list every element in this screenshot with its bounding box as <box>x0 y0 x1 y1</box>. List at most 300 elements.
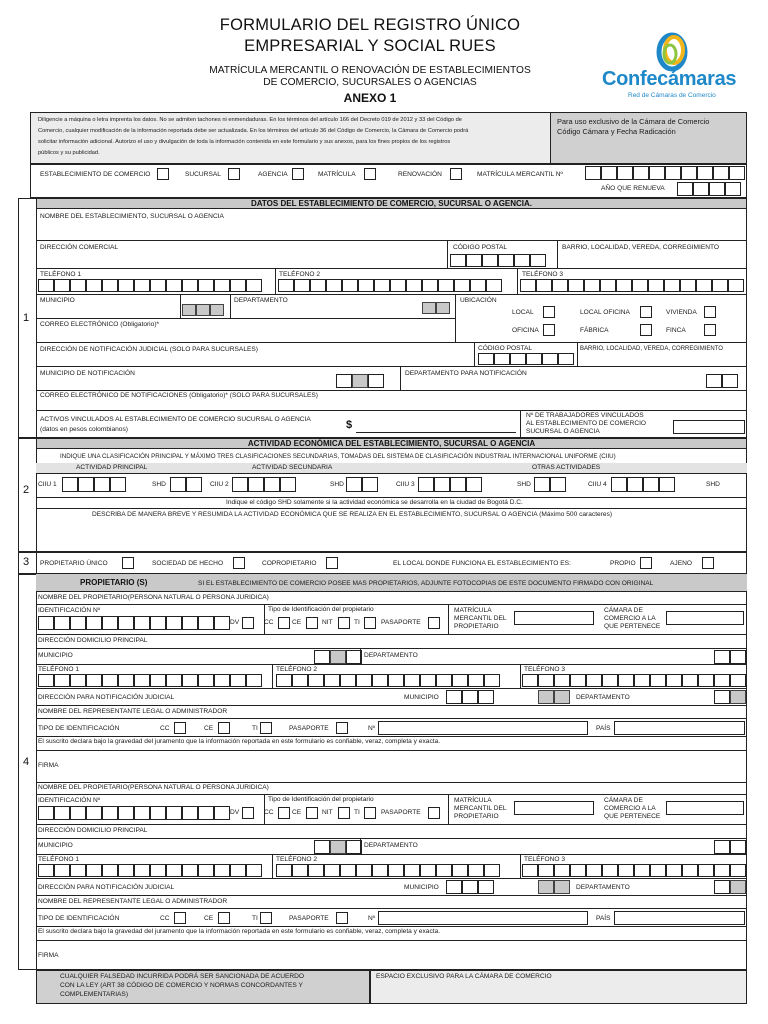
renewal-year-box[interactable] <box>693 182 709 196</box>
s4-id-digit[interactable] <box>70 616 86 630</box>
s4-tel1-digit[interactable] <box>166 674 182 687</box>
s4-pais-input[interactable] <box>614 721 745 735</box>
s4-tel2-label: TELÉFONO 2 <box>276 856 318 863</box>
s4-rep-cc-checkbox[interactable] <box>174 722 186 734</box>
s4-tel1-digit[interactable] <box>182 864 198 877</box>
s4-rep-pasaporte-checkbox[interactable] <box>336 722 348 734</box>
s1-tel1-digit[interactable] <box>70 279 86 292</box>
s4-tel1-digit[interactable] <box>198 674 214 687</box>
s4-dv-checkbox[interactable] <box>242 617 254 629</box>
s1-postal-digit[interactable] <box>466 254 482 267</box>
s2-ciiu-digit[interactable] <box>611 477 627 492</box>
s1-tel3-digit[interactable] <box>648 279 664 292</box>
s1-tel1-digit[interactable] <box>86 279 102 292</box>
s4-id-digit[interactable] <box>102 616 118 630</box>
s4-camara-input[interactable] <box>666 801 744 815</box>
s4-tel2-digit[interactable] <box>372 864 388 877</box>
s1-dep-notif-code[interactable] <box>722 374 738 388</box>
s4-tel1-digit[interactable] <box>182 674 198 687</box>
s4-tel3-digit[interactable] <box>634 674 650 687</box>
s1-tel3-digit[interactable] <box>536 279 552 292</box>
s4-ti-checkbox[interactable] <box>364 617 376 629</box>
s4-tel3-digit[interactable] <box>634 864 650 877</box>
s2-ciiu-digit[interactable] <box>450 477 466 492</box>
s3-unico-checkbox[interactable] <box>122 557 134 569</box>
s4-tel3-digit[interactable] <box>698 864 714 877</box>
s4-tel2-digit[interactable] <box>452 864 468 877</box>
s4-dep-code[interactable] <box>714 840 730 854</box>
type-agencia-checkbox[interactable] <box>292 168 304 180</box>
s4-tel2-digit[interactable] <box>388 674 404 687</box>
s4-tel2-digit[interactable] <box>404 674 420 687</box>
s4-matricula-input[interactable] <box>514 801 594 815</box>
s1-tel2-digit[interactable] <box>422 279 438 292</box>
s1-tel1-digit[interactable] <box>102 279 118 292</box>
s4-tel2-digit[interactable] <box>340 864 356 877</box>
s4-rep-cc-checkbox[interactable] <box>174 912 186 924</box>
s1-postal2-digit[interactable] <box>494 353 510 365</box>
s4-tel2-digit[interactable] <box>324 864 340 877</box>
s2-principal-label: ACTIVIDAD PRINCIPAL <box>76 464 148 471</box>
s4-mun2-code[interactable] <box>462 690 478 704</box>
s1-local-checkbox[interactable] <box>543 306 555 318</box>
s4-dv-checkbox[interactable] <box>242 807 254 819</box>
s4-tel3-digit[interactable] <box>538 674 554 687</box>
s1-tel1-digit[interactable] <box>214 279 230 292</box>
s1-dep-notif-code[interactable] <box>706 374 722 388</box>
s1-postal2-digit[interactable] <box>510 353 526 365</box>
s1-tel3-digit[interactable] <box>680 279 696 292</box>
s4-id-digit[interactable] <box>214 616 230 630</box>
s4-municipio2-label: MUNICIPIO <box>404 694 439 701</box>
s4-cc-checkbox[interactable] <box>278 807 290 819</box>
s4-tel2-digit[interactable] <box>308 864 324 877</box>
s1-dep-code-box[interactable] <box>436 302 450 314</box>
s4-rep-ce-checkbox[interactable] <box>218 722 230 734</box>
s1-tel2-digit[interactable] <box>374 279 390 292</box>
s4-tel2-digit[interactable] <box>388 864 404 877</box>
s4-tel3-digit[interactable] <box>522 674 538 687</box>
s4-id-digit[interactable] <box>134 616 150 630</box>
s4-id-digit[interactable] <box>134 806 150 820</box>
renewal-year-box[interactable] <box>725 182 741 196</box>
matricula-digit-box[interactable] <box>697 166 713 180</box>
s1-tel3-digit[interactable] <box>616 279 632 292</box>
s1-tel1-digit[interactable] <box>54 279 70 292</box>
s4-tel3-digit[interactable] <box>618 864 634 877</box>
s4-tel3-digit[interactable] <box>602 864 618 877</box>
s4-ti-checkbox[interactable] <box>364 807 376 819</box>
matricula-digit-box[interactable] <box>617 166 633 180</box>
s4-mun2-code[interactable] <box>538 880 554 894</box>
s4-tel2-digit[interactable] <box>276 674 292 687</box>
type-renovacion-checkbox[interactable] <box>450 168 462 180</box>
confecamaras-logo <box>598 26 758 106</box>
s2-shd-digit[interactable] <box>346 477 362 492</box>
s4-id-digit[interactable] <box>38 616 54 630</box>
s4-id-digit[interactable] <box>182 806 198 820</box>
s4-id-digit[interactable] <box>86 616 102 630</box>
s4-tel2-digit[interactable] <box>452 674 468 687</box>
s4-tel2-digit[interactable] <box>436 864 452 877</box>
s4-rep-no-input[interactable] <box>378 911 588 925</box>
s4-ce-checkbox[interactable] <box>306 617 318 629</box>
s4-tel3-digit[interactable] <box>666 674 682 687</box>
s4-tel2-digit[interactable] <box>308 674 324 687</box>
s4-tel3-digit[interactable] <box>570 674 586 687</box>
s4-tel2-digit[interactable] <box>468 864 484 877</box>
section4-number: 4 <box>23 756 30 768</box>
s1-postal-digit[interactable] <box>514 254 530 267</box>
s4-id-digit[interactable] <box>182 616 198 630</box>
s4-id-digit[interactable] <box>118 616 134 630</box>
s4-tel1-digit[interactable] <box>38 674 54 687</box>
s4-tel1-digit[interactable] <box>230 674 246 687</box>
s1-tel2-digit[interactable] <box>278 279 294 292</box>
s2-ciiu-digit[interactable] <box>466 477 482 492</box>
s4-id-digit[interactable] <box>86 806 102 820</box>
s1-tel1-digit[interactable] <box>134 279 150 292</box>
s1-fabrica-checkbox[interactable] <box>640 324 652 336</box>
matricula-digit-box[interactable] <box>633 166 649 180</box>
s4-tel1-digit[interactable] <box>214 864 230 877</box>
s2-ciiu-digit[interactable] <box>434 477 450 492</box>
s4-tel2-digit[interactable] <box>372 674 388 687</box>
s1-mun-notif-code[interactable] <box>336 374 352 388</box>
s1-oficina-checkbox[interactable] <box>543 324 555 336</box>
s2-shd-digit[interactable] <box>550 477 566 492</box>
s1-tel3-digit[interactable] <box>600 279 616 292</box>
s1-tel3-digit[interactable] <box>664 279 680 292</box>
s1-tel2-digit[interactable] <box>406 279 422 292</box>
s4-tel3-digit[interactable] <box>522 864 538 877</box>
s3-sociedad-label: SOCIEDAD DE HECHO <box>152 560 224 567</box>
s4-pasaporte-checkbox[interactable] <box>428 807 440 819</box>
s4-ce-checkbox[interactable] <box>306 807 318 819</box>
s1-mun-notif-code[interactable] <box>352 374 368 388</box>
s1-postal-digit[interactable] <box>482 254 498 267</box>
s4-tel1-digit[interactable] <box>118 864 134 877</box>
s4-tel2-digit[interactable] <box>436 674 452 687</box>
s4-id-digit[interactable] <box>70 806 86 820</box>
s1-local-oficina-checkbox[interactable] <box>640 306 652 318</box>
s3-copropietario-checkbox[interactable] <box>326 557 338 569</box>
s4-id-digit[interactable] <box>166 806 182 820</box>
matricula-digit-box[interactable] <box>601 166 617 180</box>
s2-ciiu-digit[interactable] <box>627 477 643 492</box>
s4-tel2-digit[interactable] <box>484 864 500 877</box>
s4-tel3-digit[interactable] <box>650 674 666 687</box>
s4-mun-code[interactable] <box>330 650 346 664</box>
s4-tel2-digit[interactable] <box>276 864 292 877</box>
s1-tel1-digit[interactable] <box>150 279 166 292</box>
s2-ciiu-digit[interactable] <box>94 477 110 492</box>
s4-tel1-digit[interactable] <box>150 864 166 877</box>
s4-tel1-digit[interactable] <box>246 864 262 877</box>
s1-mun-code-box[interactable] <box>182 304 196 316</box>
s1-finca-checkbox[interactable] <box>704 324 716 336</box>
s4-tel3-digit[interactable] <box>714 864 730 877</box>
s2-ciiu-digit[interactable] <box>418 477 434 492</box>
type-establecimiento-checkbox[interactable] <box>157 168 169 180</box>
s4-tel2-digit[interactable] <box>420 674 436 687</box>
s4-tel1-digit[interactable] <box>166 864 182 877</box>
s4-id-digit[interactable] <box>214 806 230 820</box>
s4-id-digit[interactable] <box>198 616 214 630</box>
s4-nit-checkbox[interactable] <box>338 807 350 819</box>
s4-tel3-digit[interactable] <box>618 674 634 687</box>
s1-tel3-digit[interactable] <box>712 279 728 292</box>
s3-propio-checkbox[interactable] <box>640 557 652 569</box>
s4-tel2-digit[interactable] <box>292 674 308 687</box>
s4-id-digit[interactable] <box>150 616 166 630</box>
s4-tel2-digit[interactable] <box>292 864 308 877</box>
s2-ciiu-digit[interactable] <box>280 477 296 492</box>
s4-tel2-digit[interactable] <box>340 674 356 687</box>
s2-ciiu-digit[interactable] <box>78 477 94 492</box>
s1-tel2-digit[interactable] <box>390 279 406 292</box>
s4-tel1-digit[interactable] <box>86 674 102 687</box>
s2-shd-digit[interactable] <box>170 477 186 492</box>
s1-postal2-digit[interactable] <box>558 353 574 365</box>
s4-id-digit[interactable] <box>54 806 70 820</box>
s4-nit-label: NIT <box>322 809 333 816</box>
matricula-digit-box[interactable] <box>729 166 745 180</box>
s4-tel1-digit[interactable] <box>102 864 118 877</box>
s3-ajeno-checkbox[interactable] <box>702 557 714 569</box>
s1-tel2-digit[interactable] <box>310 279 326 292</box>
s2-shd-digit[interactable] <box>186 477 202 492</box>
s1-tel3-digit[interactable] <box>520 279 536 292</box>
s4-firma-area[interactable] <box>70 940 746 960</box>
s4-mun-code[interactable] <box>314 650 330 664</box>
s4-tel1-digit[interactable] <box>230 864 246 877</box>
s4-tel3-digit[interactable] <box>666 864 682 877</box>
s4-mun2-code[interactable] <box>446 690 462 704</box>
s4-tel2-digit[interactable] <box>468 674 484 687</box>
s1-mun-code-box[interactable] <box>210 304 224 316</box>
s4-dep-code[interactable] <box>730 650 746 664</box>
exclusive-use-label: Para uso exclusivo de la Cámara de Comercio <box>557 117 710 126</box>
s1-postal2-digit[interactable] <box>526 353 542 365</box>
s4-nit-label: NIT <box>322 619 333 626</box>
s2-ciiu-label: CIIU 3 <box>396 481 415 488</box>
s4-tel1-digit[interactable] <box>214 674 230 687</box>
s4-tel1-digit[interactable] <box>54 864 70 877</box>
s1-postal2-digit[interactable] <box>542 353 558 365</box>
s1-tel2-digit[interactable] <box>438 279 454 292</box>
s4-tel3-digit[interactable] <box>570 864 586 877</box>
s1-tel1-digit[interactable] <box>182 279 198 292</box>
s4-tel1-digit[interactable] <box>70 674 86 687</box>
matricula-digit-box[interactable] <box>681 166 697 180</box>
s4-mun2-code[interactable] <box>554 880 570 894</box>
type-matricula-checkbox[interactable] <box>364 168 376 180</box>
renewal-year-box[interactable] <box>677 182 693 196</box>
s1-departamento-label: DEPARTAMENTO <box>234 297 288 304</box>
s4-tel1-digit[interactable] <box>118 674 134 687</box>
s4-id-digit[interactable] <box>198 806 214 820</box>
s1-tel1-digit[interactable] <box>118 279 134 292</box>
s1-tel1-digit[interactable] <box>246 279 262 292</box>
s4-rep-no-input[interactable] <box>378 721 588 735</box>
s2-ciiu-digit[interactable] <box>62 477 78 492</box>
s4-mun-code[interactable] <box>330 840 346 854</box>
s4-tel1-digit[interactable] <box>134 864 150 877</box>
s4-identificacion-label: IDENTIFICACIÓN Nº <box>38 607 101 614</box>
s4-nit-checkbox[interactable] <box>338 617 350 629</box>
s1-tel2-digit[interactable] <box>486 279 502 292</box>
s4-tel2-digit[interactable] <box>420 864 436 877</box>
s4-tel3-digit[interactable] <box>650 864 666 877</box>
s4-tel3-digit[interactable] <box>554 864 570 877</box>
s4-dep-code[interactable] <box>714 650 730 664</box>
s4-tel3-digit[interactable] <box>730 674 746 687</box>
s2-ciiu-digit[interactable] <box>232 477 248 492</box>
s1-tel2-digit[interactable] <box>358 279 374 292</box>
s4-departamento2-label: DEPARTAMENTO <box>576 694 630 701</box>
s1-postal-digit[interactable] <box>530 254 546 267</box>
s4-mun2-code[interactable] <box>478 880 494 894</box>
s4-id-digit[interactable] <box>166 616 182 630</box>
s4-tipo-id-label: Tipo de Identificación del propietario <box>268 796 374 803</box>
s4-tel2-digit[interactable] <box>324 674 340 687</box>
s4-rep-ti-checkbox[interactable] <box>260 722 272 734</box>
s1-vivienda-checkbox[interactable] <box>704 306 716 318</box>
s1-tel3-digit[interactable] <box>696 279 712 292</box>
s1-tel2-digit[interactable] <box>326 279 342 292</box>
s4-tel1-digit[interactable] <box>70 864 86 877</box>
s4-tel1-digit[interactable] <box>246 674 262 687</box>
s1-postal-digit[interactable] <box>498 254 514 267</box>
s4-tel3-digit[interactable] <box>586 864 602 877</box>
s4-tel1-digit[interactable] <box>54 674 70 687</box>
s4-dep-code[interactable] <box>730 840 746 854</box>
form-title-line2: EMPRESARIAL Y SOCIAL RUES <box>244 37 496 55</box>
s4-id-digit[interactable] <box>150 806 166 820</box>
s4-mun-code[interactable] <box>314 840 330 854</box>
s4-id-digit[interactable] <box>118 806 134 820</box>
s4-cc-checkbox[interactable] <box>278 617 290 629</box>
s4-matricula-label2: MERCANTIL DEL <box>454 615 507 622</box>
s4-mun2-code[interactable] <box>478 690 494 704</box>
s4-mun2-code[interactable] <box>462 880 478 894</box>
s4-tel1-digit[interactable] <box>86 864 102 877</box>
s1-tel2-digit[interactable] <box>294 279 310 292</box>
s1-mun-code-box[interactable] <box>196 304 210 316</box>
s1-mun-notif-code[interactable] <box>368 374 384 388</box>
s2-ciiu-digit[interactable] <box>659 477 675 492</box>
s4-camara-input[interactable] <box>666 611 744 625</box>
section2-title: ACTIVIDAD ECONÓMICA DEL ESTABLECIMIENTO, SUCURSAL O AGENCIA <box>36 438 747 449</box>
s4-tel2-digit[interactable] <box>356 674 372 687</box>
s3-ajeno-label: AJENO <box>670 560 692 567</box>
s1-tel2-digit[interactable] <box>454 279 470 292</box>
s4-tel2-digit[interactable] <box>484 674 500 687</box>
s4-rep-ce-checkbox[interactable] <box>218 912 230 924</box>
s4-tel3-digit[interactable] <box>730 864 746 877</box>
s4-mun2-code[interactable] <box>446 880 462 894</box>
s1-trabajadores-input[interactable] <box>673 420 745 434</box>
s1-postal-digit[interactable] <box>450 254 466 267</box>
s4-id-digit[interactable] <box>38 806 54 820</box>
s4-dep2-code[interactable] <box>730 690 746 704</box>
s4-tel3-digit[interactable] <box>714 674 730 687</box>
s4-tel3-digit[interactable] <box>698 674 714 687</box>
s4-tel2-digit[interactable] <box>356 864 372 877</box>
s4-dep2-code[interactable] <box>730 880 746 894</box>
s4-mun2-code[interactable] <box>554 690 570 704</box>
s4-tel3-digit[interactable] <box>554 674 570 687</box>
matricula-digit-box[interactable] <box>649 166 665 180</box>
s2-shd-digit[interactable] <box>534 477 550 492</box>
s4-tel1-digit[interactable] <box>102 674 118 687</box>
s1-dep-code-box[interactable] <box>422 302 436 314</box>
s4-rep-pasaporte-checkbox[interactable] <box>336 912 348 924</box>
renewal-year-box[interactable] <box>709 182 725 196</box>
s4-pasaporte-checkbox[interactable] <box>428 617 440 629</box>
s1-tel1-digit[interactable] <box>230 279 246 292</box>
s4-tel1-digit[interactable] <box>150 674 166 687</box>
s4-tel3-digit[interactable] <box>538 864 554 877</box>
s4-tel1-digit[interactable] <box>134 674 150 687</box>
s2-ciiu-digit[interactable] <box>110 477 126 492</box>
s1-tel3-digit[interactable] <box>632 279 648 292</box>
matricula-digit-box[interactable] <box>665 166 681 180</box>
s2-shd-digit[interactable] <box>362 477 378 492</box>
s1-postal2-digit[interactable] <box>478 353 494 365</box>
s1-tel2-digit[interactable] <box>470 279 486 292</box>
s4-rep-ti-checkbox[interactable] <box>260 912 272 924</box>
s4-firma-area[interactable] <box>70 750 746 770</box>
s4-tel3-digit[interactable] <box>682 864 698 877</box>
s1-tel3-digit[interactable] <box>568 279 584 292</box>
s4-dep2-code[interactable] <box>714 880 730 894</box>
s4-id-digit[interactable] <box>54 616 70 630</box>
s1-tel1-digit[interactable] <box>166 279 182 292</box>
s1-tel3-digit[interactable] <box>552 279 568 292</box>
s2-description-area[interactable] <box>37 520 746 551</box>
s4-tel2-digit[interactable] <box>404 864 420 877</box>
s2-ciiu-digit[interactable] <box>643 477 659 492</box>
footer-warning-line: CUALQUIER FALSEDAD INCURRIDA PODRÁ SER SANCIONADA DE ACUERDO <box>60 973 305 980</box>
s4-dep2-code[interactable] <box>714 690 730 704</box>
s1-tel2-digit[interactable] <box>342 279 358 292</box>
s2-ciiu-digit[interactable] <box>264 477 280 492</box>
s4-mun2-code[interactable] <box>538 690 554 704</box>
s4-tel3-digit[interactable] <box>586 674 602 687</box>
s4-id-digit[interactable] <box>102 806 118 820</box>
s3-sociedad-checkbox[interactable] <box>233 557 245 569</box>
col-divider <box>272 854 273 878</box>
s1-tel1-digit[interactable] <box>198 279 214 292</box>
type-sucursal-checkbox[interactable] <box>228 168 240 180</box>
matricula-digit-box[interactable] <box>585 166 601 180</box>
s4-pais-input[interactable] <box>614 911 745 925</box>
s1-tel1-digit[interactable] <box>38 279 54 292</box>
instructions-line: públicos y su publicidad. <box>38 150 100 156</box>
row-divider <box>36 854 747 855</box>
s4-tel1-digit[interactable] <box>38 864 54 877</box>
matricula-digit-box[interactable] <box>713 166 729 180</box>
s1-tel3-digit[interactable] <box>728 279 744 292</box>
s1-tel3-digit[interactable] <box>584 279 600 292</box>
s4-tel1-digit[interactable] <box>198 864 214 877</box>
s4-tel3-digit[interactable] <box>682 674 698 687</box>
s4-tel3-digit[interactable] <box>602 674 618 687</box>
s2-ciiu-digit[interactable] <box>248 477 264 492</box>
s4-matricula-input[interactable] <box>514 611 594 625</box>
